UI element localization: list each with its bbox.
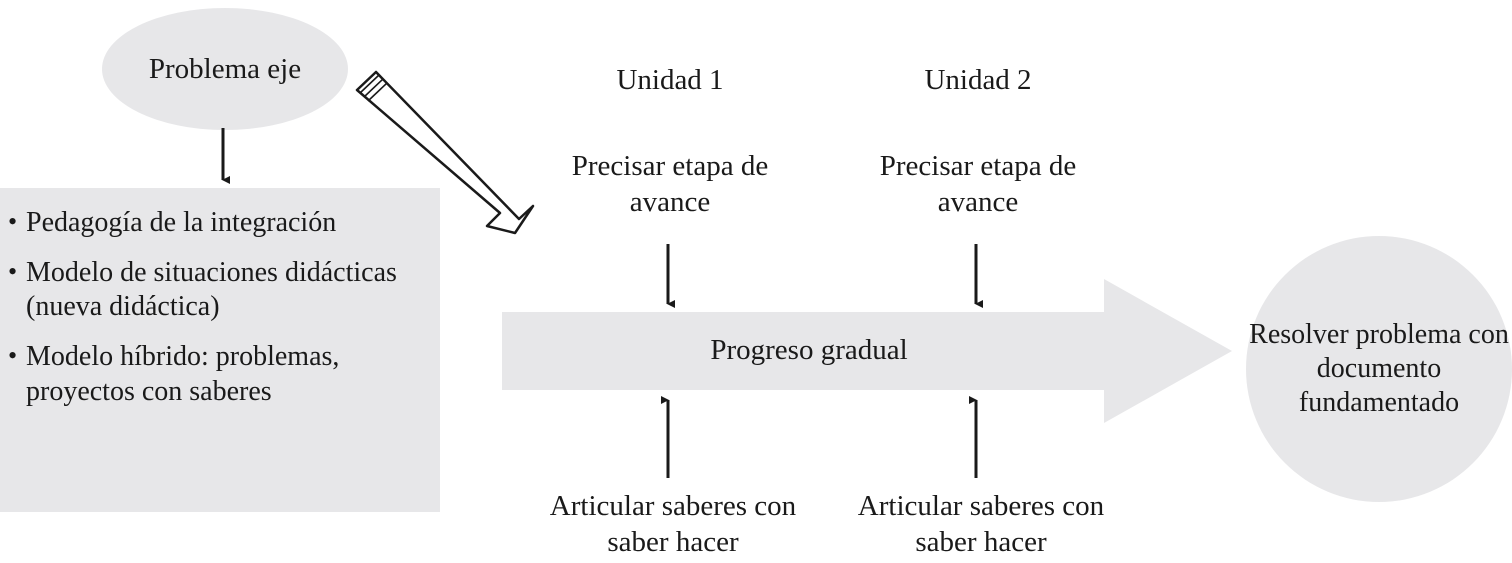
unidad-1-title: Unidad 1 xyxy=(616,64,724,96)
outcome-label: Resolver problema con documento fundamentado xyxy=(1249,318,1509,419)
unidad-2-bottom-text: Articular saberes con saber hacer xyxy=(857,490,1105,559)
list-item: • Modelo híbrido: problemas, proyectos con saberes xyxy=(8,340,430,408)
unidad-2-top-text: Precisar etapa de avance xyxy=(879,150,1077,219)
unidad-1-bottom-text: Articular saberes con saber hacer xyxy=(549,490,797,559)
models-list xyxy=(8,206,430,409)
models-box xyxy=(0,188,440,512)
progress-arrow-label: Progreso gradual xyxy=(710,334,908,366)
problema-eje-ellipse xyxy=(102,8,348,130)
unidad-1-top-text: Precisar etapa de avance xyxy=(571,150,769,219)
progress-arrow-head-icon xyxy=(1104,279,1232,423)
problema-eje-label: Problema eje xyxy=(148,52,302,85)
outcome-circle xyxy=(1246,236,1512,502)
list-item: • Modelo de situaciones didácticas (nueva didáctica) xyxy=(8,256,430,324)
list-item: • Pedagogía de la integración xyxy=(8,206,430,240)
unidad-2-title: Unidad 2 xyxy=(924,64,1032,96)
